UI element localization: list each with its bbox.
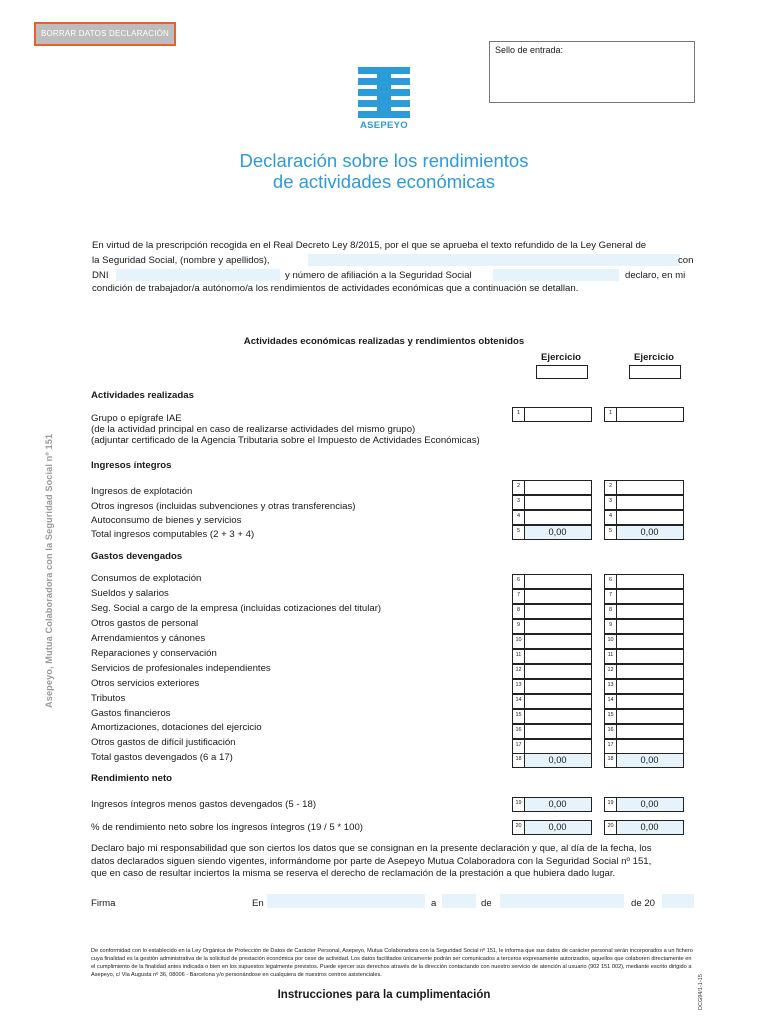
declaration-line-3: que en caso de resultar inciertos la misma se reserva el derecho de reclamación de la prestación a que hubiera dado lugar. (91, 868, 616, 879)
row-label-5: Total ingresos computables (2 + 3 + 4) (91, 529, 255, 540)
cell-value[interactable] (616, 725, 683, 738)
cell-number: 4 (513, 511, 525, 524)
cell-16-col2[interactable] (604, 724, 684, 739)
cell-14-col2[interactable] (604, 694, 684, 709)
cell-number: 19 (513, 798, 525, 811)
cell-number: 12 (605, 665, 617, 678)
cell-value: 0,00 (548, 822, 567, 832)
cell-number: 13 (605, 680, 617, 693)
cell-10-col1[interactable] (512, 634, 592, 649)
cell-18-col1 (512, 753, 592, 768)
row-label-16: Amortizaciones, dotaciones del ejercicio (91, 722, 262, 733)
cell-value: 0,00 (548, 755, 567, 765)
cell-6-col2[interactable] (604, 574, 684, 589)
cell-value[interactable] (616, 635, 683, 648)
cell-value[interactable] (616, 650, 683, 663)
cell-number: 1 (605, 408, 617, 421)
row-label-11: Reparaciones y conservación (91, 648, 217, 659)
cell-value[interactable] (524, 575, 591, 588)
cell-value: 0,00 (640, 822, 659, 832)
page-title (150, 150, 618, 192)
section-rendimiento: Rendimiento neto (91, 773, 173, 784)
en-label: En (252, 898, 264, 909)
cell-value[interactable] (616, 575, 683, 588)
day-input[interactable] (442, 894, 476, 908)
cell-number: 19 (605, 798, 617, 811)
cell-value[interactable] (524, 650, 591, 663)
cell-15-col1[interactable] (512, 709, 592, 724)
asepeyo-logo (358, 67, 410, 118)
cell-number: 20 (605, 821, 617, 834)
cell-value[interactable] (524, 710, 591, 723)
cell-number: 8 (513, 605, 525, 618)
row-label-6: Consumos de explotación (91, 573, 202, 584)
cell-value[interactable] (616, 481, 683, 494)
cell-number: 3 (605, 496, 617, 509)
cell-number: 1 (513, 408, 525, 421)
cell-number: 5 (605, 526, 617, 539)
reset-declaration-button[interactable]: BORRAR DATOS DECLARACIÓN (34, 22, 176, 46)
cell-value: 0,00 (640, 527, 659, 537)
cell-value[interactable] (616, 680, 683, 693)
de-20-label: de 20 (631, 898, 656, 909)
cell-14-col1[interactable] (512, 694, 592, 709)
cell-value[interactable] (524, 511, 591, 524)
iae-label-2: (de la actividad principal en caso de realizarse actividades del mismo grupo) (91, 424, 416, 435)
cell-number: 6 (513, 575, 525, 588)
cell-number: 9 (513, 620, 525, 633)
a-label: a (431, 898, 437, 909)
cell-number: 13 (513, 680, 525, 693)
cell-value: 0,00 (640, 799, 659, 809)
side-vertical-text: Asepeyo, Mutua Colaboradora con la Seguridad Social nº 151 (44, 433, 54, 708)
cell-number: 18 (513, 754, 525, 767)
cell-value[interactable] (524, 605, 591, 618)
cell-8-col2[interactable] (604, 604, 684, 619)
cell-number: 16 (605, 725, 617, 738)
declaration-line-1: Declaro bajo mi responsabilidad que son ciertos los datos que se consignan en la presente declaración y que, al día de la fecha, los (91, 843, 652, 854)
place-input[interactable] (267, 894, 425, 908)
cell-number: 18 (605, 754, 617, 767)
cell-value[interactable] (616, 511, 683, 524)
cell-value[interactable] (616, 408, 683, 421)
cell-1-col1[interactable] (512, 407, 592, 422)
name-input[interactable] (308, 254, 680, 266)
cell-9-col1[interactable] (512, 619, 592, 634)
cell-4-col1[interactable] (512, 510, 592, 525)
cell-4-col2[interactable] (604, 510, 684, 525)
intro-line-1: En virtud de la prescripción recogida en el Real Decreto Ley 8/2015, por el que se aprueba el texto refundido de la Ley General de (92, 240, 647, 251)
entry-stamp-box (489, 41, 695, 103)
declaration-line-2: datos declarados siguen siendo vigentes, informándome por parte de Asepeyo Mutua Colaboradora con la Seguridad Social nº 151, (91, 855, 652, 867)
cell-value[interactable] (524, 408, 591, 421)
cell-6-col1[interactable] (512, 574, 592, 589)
intro-line-2-text: la Seguridad Social, (nombre y apellidos), (92, 255, 270, 266)
cell-2-col2[interactable] (604, 480, 684, 495)
cell-number: 11 (605, 650, 617, 663)
col2-header: Ejercicio (634, 352, 674, 363)
row-label-15: Gastos financieros (91, 708, 171, 719)
cell-value[interactable] (616, 590, 683, 603)
cell-value[interactable] (616, 605, 683, 618)
cell-17-col1[interactable] (512, 739, 592, 754)
iae-label-1: Grupo o epígrafe IAE (91, 413, 182, 424)
cell-value[interactable] (524, 665, 591, 678)
dni-label: DNI (92, 270, 109, 281)
legal-footnote: De conformidad con lo establecido en la Ley Orgánica de Protección de Datos de Carácter Personal, Asepeyo, Mutua Colaboradora con la Seguridad Social nº 151, le informa que sus datos de carácter personal serán incorporados a un fichero cuya finalidad es la gestión administrativa de la solicitud de prestación económica por cese de actividad. Los datos facilitados únicamente podrán ser comunicados a terceros expresamente autorizados, aquellos que colaboren directamente en el cumplimiento de la finalidad antes indicada o bien en los supuestos legalmente previstos. Puede ejercer sus derechos através de la dirección contactando con nuestro servicio de atención al usuario (902 151 002), mediante escrito dirigido a Asepeyo, c/ Via Augusta nº 36, 08006 - Barcelona y/o personándose en cualquiera de nuestros centros asistenciales. (91, 948, 693, 978)
intro-line-2 (92, 253, 697, 268)
stamp-label: Sello de entrada: (495, 45, 564, 55)
cell-number: 3 (513, 496, 525, 509)
title-line-1: Declaración sobre los rendimientos (239, 150, 529, 171)
month-input[interactable] (500, 894, 624, 908)
cell-12-col1[interactable] (512, 664, 592, 679)
cell-number: 9 (605, 620, 617, 633)
cell-number: 10 (513, 635, 525, 648)
row-label-2: Ingresos de explotación (91, 486, 193, 497)
document-code: DCG94/1-1-15 (698, 974, 704, 1010)
cell-number: 6 (605, 575, 617, 588)
logo-text: ASEPEYO (359, 120, 409, 131)
row-label-10: Arrendamientos y cánones (91, 633, 206, 644)
row-label-7: Sueldos y salarios (91, 588, 169, 599)
cell-11-col2[interactable] (604, 649, 684, 664)
cell-value[interactable] (616, 496, 683, 509)
cell-15-col2[interactable] (604, 709, 684, 724)
row-label-14: Tributos (91, 693, 126, 704)
cell-10-col2[interactable] (604, 634, 684, 649)
affiliation-label: y número de afiliación a la Seguridad Social (285, 270, 472, 281)
cell-number: 17 (605, 740, 617, 753)
cell-number: 15 (513, 710, 525, 723)
cell-value: 0,00 (640, 755, 659, 765)
cell-number: 10 (605, 635, 617, 648)
row-label-13: Otros servicios exteriores (91, 678, 200, 689)
table-heading: Actividades económicas realizadas y rendimientos obtenidos (243, 336, 525, 347)
cell-number: 2 (605, 481, 617, 494)
row-label-18: Total gastos devengados (6 a 17) (91, 752, 233, 763)
cell-7-col2[interactable] (604, 589, 684, 604)
cell-number: 7 (513, 590, 525, 603)
cell-value[interactable] (616, 740, 683, 753)
firma-label: Firma (91, 898, 116, 909)
intro-con: con (678, 255, 694, 266)
cell-1-col2[interactable] (604, 407, 684, 422)
cell-2-col1[interactable] (512, 480, 592, 495)
section-gastos: Gastos devengados (91, 551, 183, 562)
cell-value[interactable] (616, 665, 683, 678)
cell-20-col2 (604, 820, 684, 835)
section-ingresos: Ingresos íntegros (91, 460, 172, 471)
cell-number: 14 (605, 695, 617, 708)
cell-value: 0,00 (548, 799, 567, 809)
section-actividades: Actividades realizadas (91, 390, 194, 401)
cell-value[interactable] (524, 725, 591, 738)
declaration-text (91, 843, 697, 881)
iae-label-3: (adjuntar certificado de la Agencia Tributaria sobre el Impuesto de Actividades Económicas) (91, 435, 480, 446)
affiliation-input[interactable] (493, 269, 619, 281)
cell-number: 15 (605, 710, 617, 723)
cell-11-col1[interactable] (512, 649, 592, 664)
cell-18-col2 (604, 753, 684, 768)
cell-number: 20 (513, 821, 525, 834)
cell-number: 11 (513, 650, 525, 663)
row-label-20: % de rendimiento neto sobre los ingresos íntegros (19 / 5 * 100) (91, 822, 363, 833)
cell-9-col2[interactable] (604, 619, 684, 634)
cell-value[interactable] (616, 710, 683, 723)
cell-7-col1[interactable] (512, 589, 592, 604)
cell-value[interactable] (524, 740, 591, 753)
cell-13-col2[interactable] (604, 679, 684, 694)
cell-12-col2[interactable] (604, 664, 684, 679)
cell-number: 16 (513, 725, 525, 738)
row-label-12: Servicios de profesionales independientes (91, 663, 271, 674)
cell-value[interactable] (524, 481, 591, 494)
cell-value[interactable] (524, 620, 591, 633)
col1-header: Ejercicio (541, 352, 581, 363)
cell-value[interactable] (524, 590, 591, 603)
cell-value: 0,00 (548, 527, 567, 537)
row-label-4: Autoconsumo de bienes y servicios (91, 515, 242, 526)
intro-line-4: condición de trabajador/a autónomo/a los rendimientos de actividades económicas que a continuación se detallan. (92, 283, 579, 294)
row-label-3: Otros ingresos (incluidas subvenciones y otras transferencias) (91, 501, 356, 512)
cell-value[interactable] (524, 635, 591, 648)
row-label-8: Seg. Social a cargo de la empresa (incluidas cotizaciones del titular) (91, 603, 382, 614)
cell-number: 14 (513, 695, 525, 708)
cell-number: 8 (605, 605, 617, 618)
dni-input[interactable] (116, 269, 280, 281)
title-line-2: de actividades económicas (272, 171, 496, 192)
cell-19-col2 (604, 797, 684, 812)
row-label-17: Otros gastos de difícil justificación (91, 737, 236, 748)
cell-5-col2 (604, 525, 684, 540)
intro-declaro: declaro, en mi (625, 270, 686, 281)
cell-5-col1 (512, 525, 592, 540)
cell-8-col1[interactable] (512, 604, 592, 619)
cell-17-col2[interactable] (604, 739, 684, 754)
row-label-19: Ingresos íntegros menos gastos devengados (5 - 18) (91, 799, 317, 810)
cell-number: 7 (605, 590, 617, 603)
cell-value[interactable] (524, 695, 591, 708)
cell-13-col1[interactable] (512, 679, 592, 694)
cell-number: 12 (513, 665, 525, 678)
cell-number: 5 (513, 526, 525, 539)
cell-number: 2 (513, 481, 525, 494)
cell-3-col2[interactable] (604, 495, 684, 510)
row-label-9: Otros gastos de personal (91, 618, 199, 629)
cell-number: 17 (513, 740, 525, 753)
cell-number: 4 (605, 511, 617, 524)
de-label: de (481, 898, 492, 909)
cell-3-col1[interactable] (512, 495, 592, 510)
instructions-heading: Instrucciones para la cumplimentación (277, 989, 491, 1001)
cell-value[interactable] (524, 496, 591, 509)
col1-year-input[interactable] (536, 365, 588, 379)
col2-year-input[interactable] (629, 365, 681, 379)
cell-value[interactable] (616, 620, 683, 633)
year-input[interactable] (662, 894, 694, 908)
cell-value[interactable] (616, 695, 683, 708)
cell-20-col1 (512, 820, 592, 835)
cell-19-col1 (512, 797, 592, 812)
cell-16-col1[interactable] (512, 724, 592, 739)
cell-value[interactable] (524, 680, 591, 693)
